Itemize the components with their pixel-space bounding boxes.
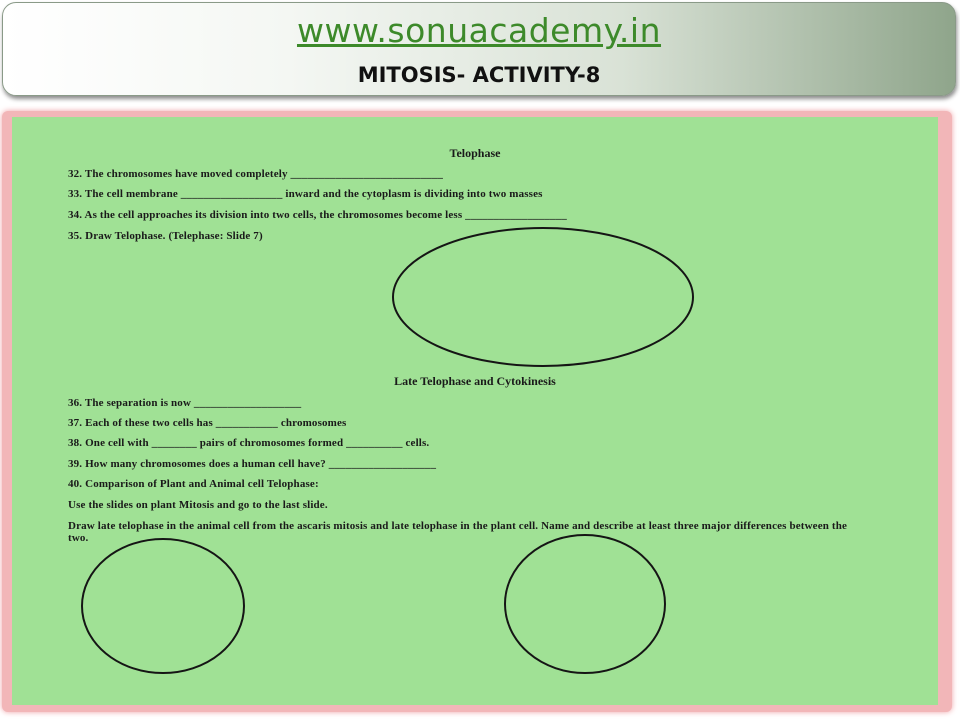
question-33: 33. The cell membrane __________________ inward and the cytoplasm is dividing into two masses [68, 188, 543, 200]
site-link[interactable]: www.sonuacademy.in [296, 11, 662, 50]
question-38: 38. One cell with ________ pairs of chromosomes formed __________ cells. [68, 437, 430, 449]
question-36: 36. The separation is now ___________________ [68, 397, 302, 409]
question-39: 39. How many chromosomes does a human cell have? ___________________ [68, 458, 437, 470]
question-40: 40. Comparison of Plant and Animal cell Telophase: [68, 478, 319, 490]
question-34: 34. As the cell approaches its division into two cells, the chromosomes become less __________________ [68, 209, 567, 221]
late-telophase-heading: Late Telophase and Cytokinesis [394, 374, 556, 388]
instruction-slides: Use the slides on plant Mitosis and go to the last slide. [68, 499, 328, 511]
drawing-circles [12, 117, 938, 705]
title-banner [2, 2, 956, 96]
telophase-drawing-circle [393, 228, 693, 366]
plant-cell-drawing-circle [505, 535, 665, 673]
question-35: 35. Draw Telophase. (Telephase: Slide 7) [68, 230, 263, 242]
question-37: 37. Each of these two cells has ___________ chromosomes [68, 417, 347, 429]
worksheet [12, 117, 938, 705]
page-title: MITOSIS- ACTIVITY-8 [357, 63, 601, 87]
question-32: 32. The chromosomes have moved completely ___________________________ [68, 168, 444, 180]
animal-cell-drawing-circle [82, 539, 244, 673]
instruction-draw: Draw late telophase in the animal cell from the ascaris mitosis and late telophase in the plant cell. Name and describe at least three major differences between the two. [68, 520, 848, 544]
telophase-heading: Telophase [449, 146, 501, 160]
